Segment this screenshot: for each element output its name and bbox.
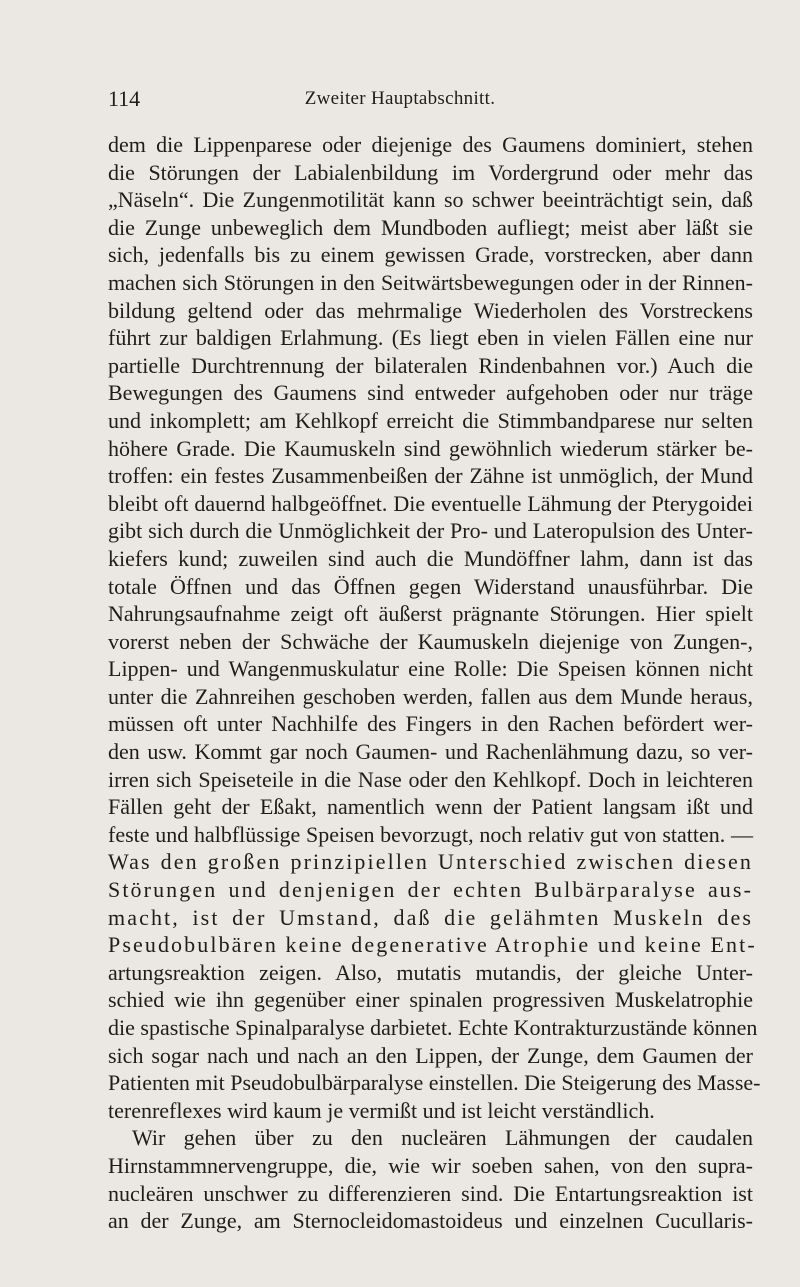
text-line: Bewegungen des Gaumens sind entweder aufgehoben oder nur träge <box>108 380 753 406</box>
text-line: sich, jedenfalls bis zu einem gewissen Grade, vorstrecken, aber dann <box>108 242 753 268</box>
text-line: dem die Lippenparese oder diejenige des Gaumens dominiert, stehen <box>108 132 753 157</box>
text-line: Hirnstammnervengruppe, die, wie wir soeben sahen, von den supra- <box>108 1152 753 1178</box>
text-line: Fällen geht der Eßakt, namentlich wenn der Patient langsam ißt und <box>108 794 753 820</box>
text-line: die spastische Spinalparalyse darbietet. Echte Kontrakturzustände können <box>108 1015 758 1040</box>
text-line: terenreflexes wird kaum je vermißt und ist leicht verständlich. <box>108 1097 655 1123</box>
text-line: partielle Durchtrennung der bilateralen Rindenbahnen vor.) Auch die <box>108 352 753 378</box>
running-title: Zweiter Hauptabschnitt. <box>304 88 496 109</box>
text-line: feste und halbflüssige Speisen bevorzugt, noch relativ gut von statten. — <box>108 821 753 847</box>
text-line: müssen oft unter Nachhilfe des Fingers in den Rachen befördert wer- <box>108 711 753 737</box>
text-line: troffen: ein festes Zusammenbeißen der Zähne ist unmöglich, der Mund <box>108 463 753 489</box>
text-line: schied wie ihn gegenüber einer spinalen progressiven Muskelatrophie <box>108 987 753 1013</box>
text-line: den usw. Kommt gar noch Gaumen- und Rachenlähmung dazu, so ver- <box>108 739 753 765</box>
text-line: machen sich Störungen in den Seitwärtsbewegungen oder in der Rinnen- <box>108 269 753 295</box>
text-line: an der Zunge, am Sternocleidomastoideus und einzelnen Cucullaris- <box>108 1208 753 1234</box>
text-line: totale Öffnen und das Öffnen gegen Widerstand unausführbar. Die <box>108 573 753 599</box>
text-line: und inkomplett; am Kehlkopf erreicht die Stimmbandparese nur selten <box>108 407 753 433</box>
text-line-spaced: Störungen und denjenigen der echten Bulbärparalyse aus- <box>108 877 753 903</box>
text-line: irren sich Speiseteile in die Nase oder den Kehlkopf. Doch in leichteren <box>108 766 753 792</box>
text-line: bleibt oft dauernd halbgeöffnet. Die eventuelle Lähmung der Pterygoidei <box>108 490 753 516</box>
text-line: gibt sich durch die Unmöglichkeit der Pro- und Lateropulsion des Unter- <box>108 518 753 544</box>
text-line: unter die Zahnreihen geschoben werden, fallen aus dem Munde heraus, <box>108 683 753 709</box>
page-header <box>0 86 800 116</box>
text-line: Lippen- und Wangenmuskulatur eine Rolle: Die Speisen können nicht <box>108 656 753 682</box>
text-line: nucleären unschwer zu differenzieren sind. Die Entartungsreaktion ist <box>108 1180 753 1206</box>
text-line: artungsreaktion zeigen. Also, mutatis mutandis, der gleiche Unter- <box>108 959 753 985</box>
text-line: kiefers kund; zuweilen sind auch die Mundöffner lahm, dann ist das <box>108 545 753 571</box>
text-line-spaced: Was den großen prinzipiellen Unterschied zwischen diesen <box>108 849 753 875</box>
text-line: die Zunge unbeweglich dem Mundboden aufliegt; meist aber läßt sie <box>108 214 753 240</box>
text-line: „Näseln“. Die Zungenmotilität kann so schwer beeinträchtigt sein, daß <box>108 187 753 213</box>
page-number: 114 <box>108 86 141 111</box>
text-line: die Störungen der Labialenbildung im Vordergrund oder mehr das <box>108 159 753 185</box>
text-line: Nahrungsaufnahme zeigt oft äußerst prägnante Störungen. Hier spielt <box>108 601 753 627</box>
text-line: höhere Grade. Die Kaumuskeln sind gewöhnlich wiederum stärker be- <box>108 435 753 461</box>
text-line: vorerst neben der Schwäche der Kaumuskeln diejenige von Zungen-, <box>108 628 753 654</box>
text-line: Patienten mit Pseudobulbärparalyse einstellen. Die Steigerung des Masse- <box>108 1070 761 1096</box>
text-line: sich sogar nach und nach an den Lippen, der Zunge, dem Gaumen der <box>108 1042 753 1068</box>
body-text <box>108 131 761 1235</box>
text-line: bildung geltend oder das mehrmalige Wiederholen des Vorstreckens <box>108 297 753 323</box>
text-line-indented: Wir gehen über zu den nucleären Lähmungen der caudalen <box>132 1125 753 1151</box>
text-line: führt zur baldigen Erlahmung. (Es liegt eben in vielen Fällen eine nur <box>108 325 753 351</box>
text-line-spaced: Pseudobulbären keine degenerative Atrophie und keine Ent- <box>108 932 757 958</box>
text-line-spaced: macht, ist der Umstand, daß die gelähmten Muskeln des <box>108 904 753 930</box>
